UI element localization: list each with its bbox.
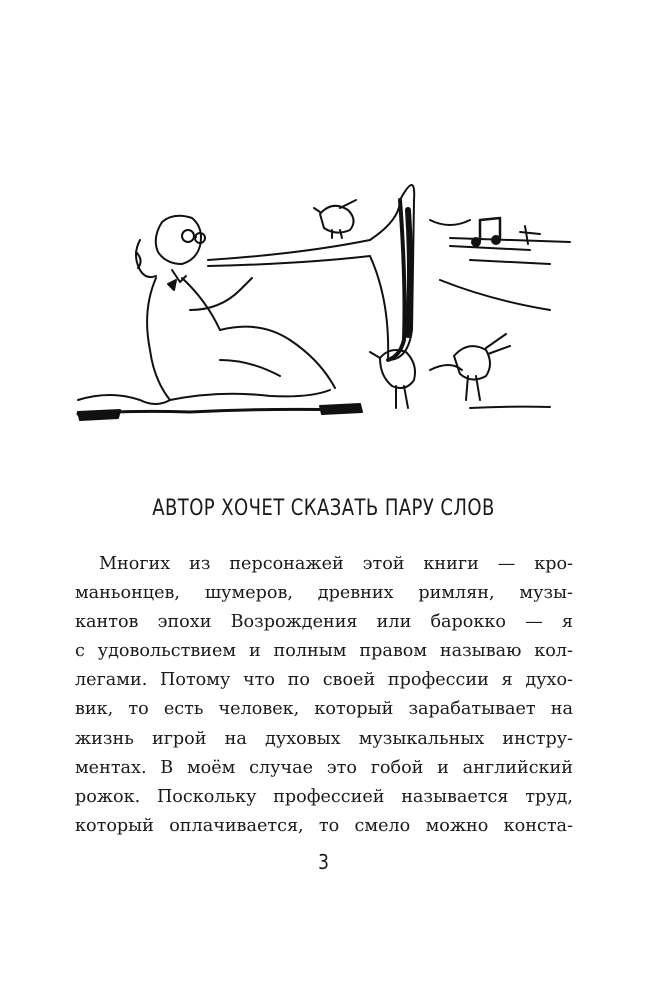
musician-with-horn-and-birds-illustration (70, 160, 590, 430)
paragraph-line: рожок. Поскольку профессией называется труд, (75, 786, 573, 807)
body-paragraph (75, 550, 573, 841)
paragraph-line: маньонцев, шумеров, древних римлян, музы- (75, 583, 573, 604)
chapter-heading: АВТОР ХОЧЕТ СКАЗАТЬ ПАРУ СЛОВ (152, 496, 495, 521)
page-number: 3 (318, 850, 329, 874)
paragraph-line: с удовольствием и полным правом называю кол- (75, 641, 573, 662)
paragraph-line: легами. Потому что по своей профессии я духо- (75, 670, 573, 691)
paragraph-line: жизнь игрой на духовых музыкальных инстру- (75, 728, 573, 749)
paragraph-line: ментах. В моём случае это гобой и английский (75, 757, 573, 778)
paragraph-line: Многих из персонажей этой книги — кро- (99, 554, 573, 574)
paragraph-line: вик, то есть человек, который зарабатывает на (75, 699, 573, 720)
paragraph-line: кантов эпохи Возрождения или барокко — я (75, 612, 573, 633)
paragraph-line: который оплачивается, то смело можно конста- (75, 815, 573, 836)
